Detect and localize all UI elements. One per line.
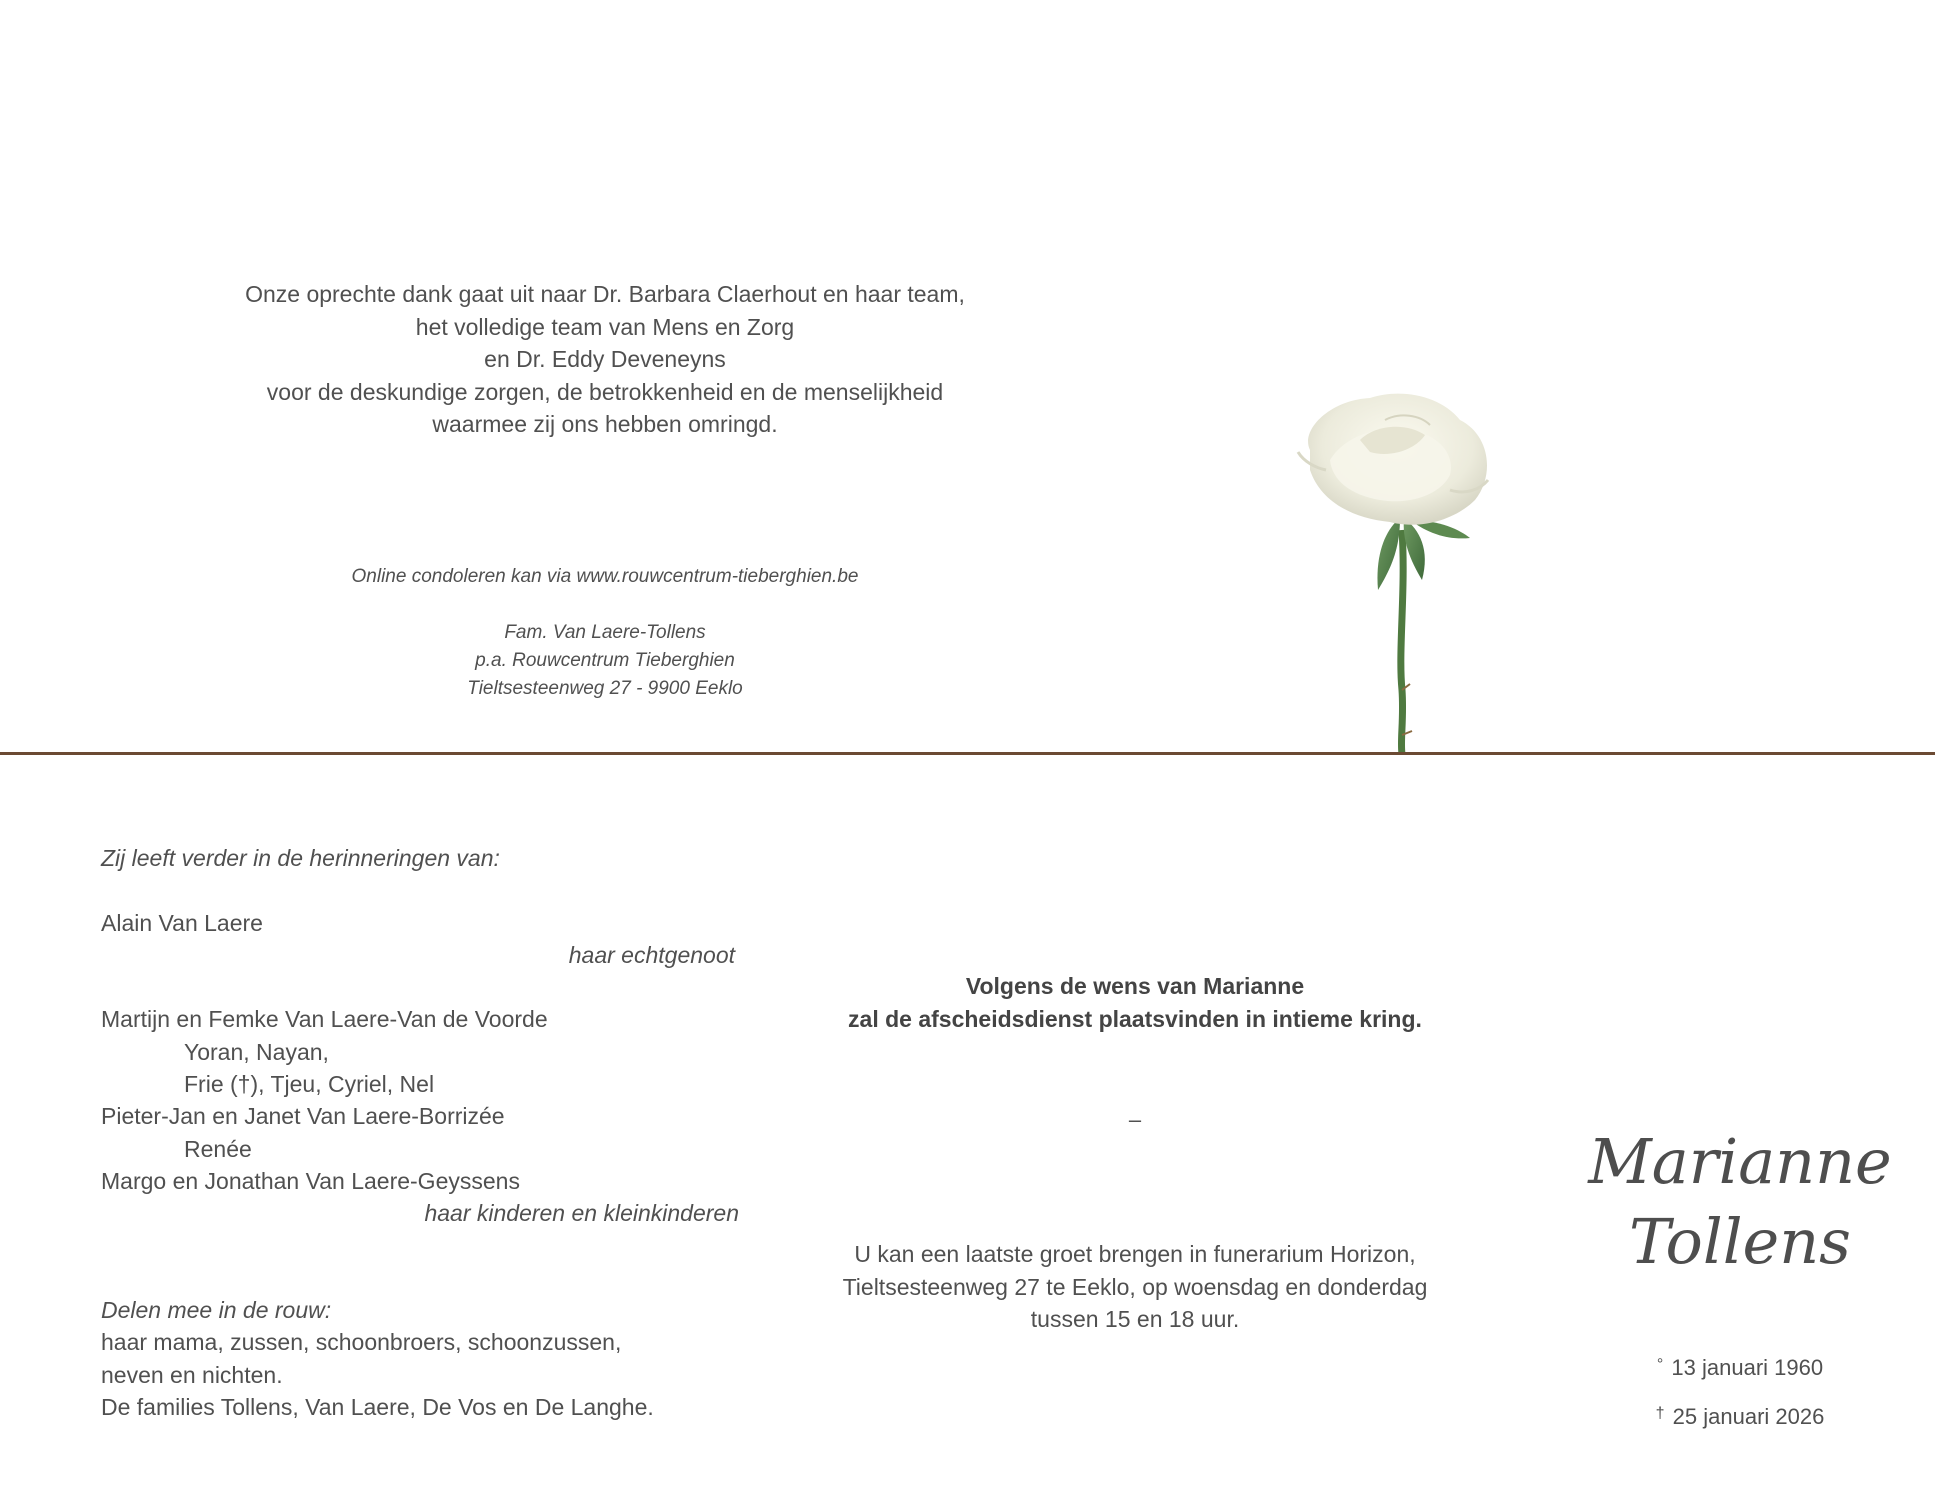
visitation-line: Tieltsesteenweg 27 te Eeklo, op woensdag en donderdag [842, 1273, 1428, 1300]
address-line: Tieltsesteenweg 27 - 9900 Eeklo [467, 678, 743, 699]
address-line: p.a. Rouwcentrum Tieberghien [475, 650, 735, 671]
thanks-line: voor de deskundige zorgen, de betrokkenheid en de menselijkheid [266, 378, 944, 405]
last-name: Tollens [1629, 1205, 1851, 1278]
visitation-line: U kan een laatste groet brengen in funerarium Horizon, [854, 1241, 1416, 1267]
mourning-line: De families Tollens, Van Laere, De Vos en De Langhe. [101, 1394, 654, 1421]
family-list [101, 842, 761, 1423]
birth-symbol: ° [1656, 1356, 1664, 1373]
family-address [205, 619, 1005, 703]
grandchildren: Renée [184, 1135, 252, 1162]
white-rose-image [1290, 390, 1540, 754]
child-family: Pieter-Jan en Janet Van Laere-Borrizée [101, 1103, 505, 1130]
mourning-intro: Delen mee in de rouw: [101, 1297, 332, 1324]
death-date-row [1560, 1391, 1920, 1440]
grandchildren: Yoran, Nayan, [184, 1038, 329, 1065]
thanks-line: en Dr. Eddy Deveneyns [484, 346, 726, 372]
mourning-line: neven en nichten. [101, 1361, 283, 1388]
thanks-line: waarmee zij ons hebben omringd. [432, 411, 778, 437]
ceremony-notice [800, 970, 1470, 1036]
remembrance-intro: Zij leeft verder in de herinneringen van: [101, 845, 500, 871]
thanks-text [205, 278, 1005, 441]
death-date: 25 januari 2026 [1672, 1404, 1825, 1429]
deceased-name [1560, 1122, 1920, 1282]
death-symbol: † [1655, 1405, 1665, 1422]
ceremony-line: Volgens de wens van Marianne [965, 973, 1305, 999]
grandchildren: Frie (†), Tjeu, Cyriel, Nel [184, 1071, 435, 1098]
thanks-line: het volledige team van Mens en Zorg [415, 313, 795, 340]
ceremony-line: zal de afscheidsdienst plaatsvinden in intieme kring. [848, 1006, 1422, 1032]
online-condolence: Online condoleren kan via www.rouwcentrum-tieberghien.be [351, 566, 859, 587]
children-role: haar kinderen en kleinkinderen [424, 1200, 739, 1227]
separator-dash: – [1128, 1107, 1142, 1132]
visitation-info [800, 1238, 1470, 1336]
first-name: Marianne [1588, 1125, 1892, 1198]
husband-name: Alain Van Laere [101, 909, 263, 936]
address-line: Fam. Van Laere-Tollens [504, 622, 706, 643]
husband-role: haar echtgenoot [568, 941, 735, 968]
child-family: Margo en Jonathan Van Laere-Geyssens [101, 1167, 520, 1194]
visitation-line: tussen 15 en 18 uur. [1030, 1306, 1240, 1332]
life-dates [1560, 1342, 1920, 1440]
mourning-line: haar mama, zussen, schoonbroers, schoonzussen, [101, 1329, 622, 1356]
thanks-line: Onze oprechte dank gaat uit naar Dr. Barbara Claerhout en haar team, [245, 281, 965, 307]
birth-date-row [1560, 1342, 1920, 1391]
birth-date: 13 januari 1960 [1671, 1355, 1824, 1380]
child-family: Martijn en Femke Van Laere-Van de Voorde [101, 1006, 548, 1033]
divider-line [0, 752, 1935, 755]
